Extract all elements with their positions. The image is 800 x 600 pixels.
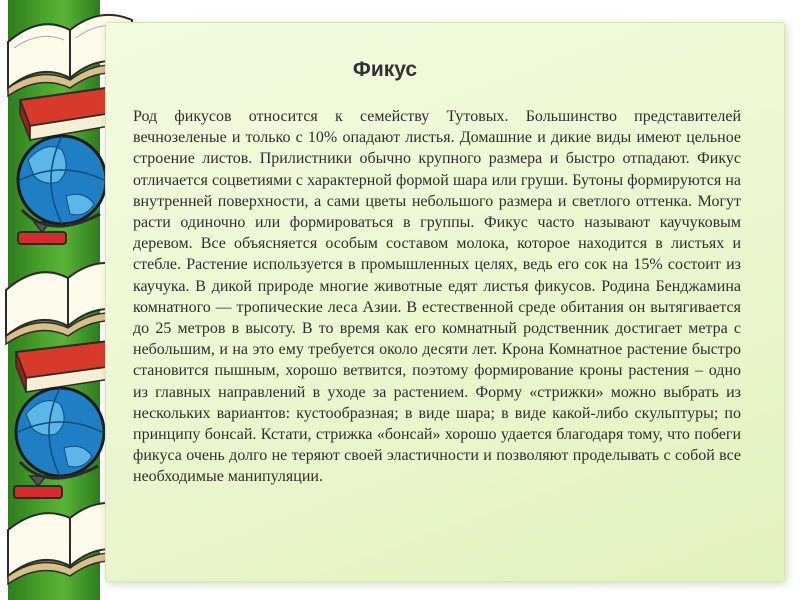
globe-icon bbox=[18, 136, 106, 244]
body-text: Род фикусов относится к семейству Тутовых. Большинство представителей вечнозеленые и только с 10% опадают листья. Домашние и дикие виды имеют цельное строение листов. Прилистники обычно крупного размера и быстро отпадают. Фикус отличается соцветиями с характерной формой шара или груши. Бутоны формируются на внутренней поверхности, а сами цветы небольшого размера и светлого оттенка. Могут расти одиночно или формироваться в группы. Фикус часто называют каучуковым деревом. Все объясняется особым составом молока, которое находится в листьях и стебле. Растение используется в промышленных целях, ведь его сок на 15% состоит из каучука. В дикой природе многие животные едят листья фикусов. Родина Бенджамина комнатного — тропические леса Азии. В естественной среде обитания он вытягивается до 25 метров в высоту. В то время как его комнатный родственник достигает метра с небольшим, и на это ему требуется около десяти лет. Крона Комнатное растение быстро становится пышным, хорошо ветвится, поэтому формирование кроны растения – одно из главных направлений в уходе за растением. Форму «стрижки» можно выбрать из нескольких вариантов: кустообразная; в виде шара; в виде какой-либо скульптуры; по принципу бонсай. Кстати, стрижка «бонсай» хорошо удается благодаря тому, что побеги фикуса очень долго не теряют своей эластичности и позволяют проделывать с собой все необходимые манипуляции. bbox=[133, 108, 741, 486]
slide-title: Фикус bbox=[352, 58, 418, 81]
globe-icon bbox=[14, 388, 104, 498]
